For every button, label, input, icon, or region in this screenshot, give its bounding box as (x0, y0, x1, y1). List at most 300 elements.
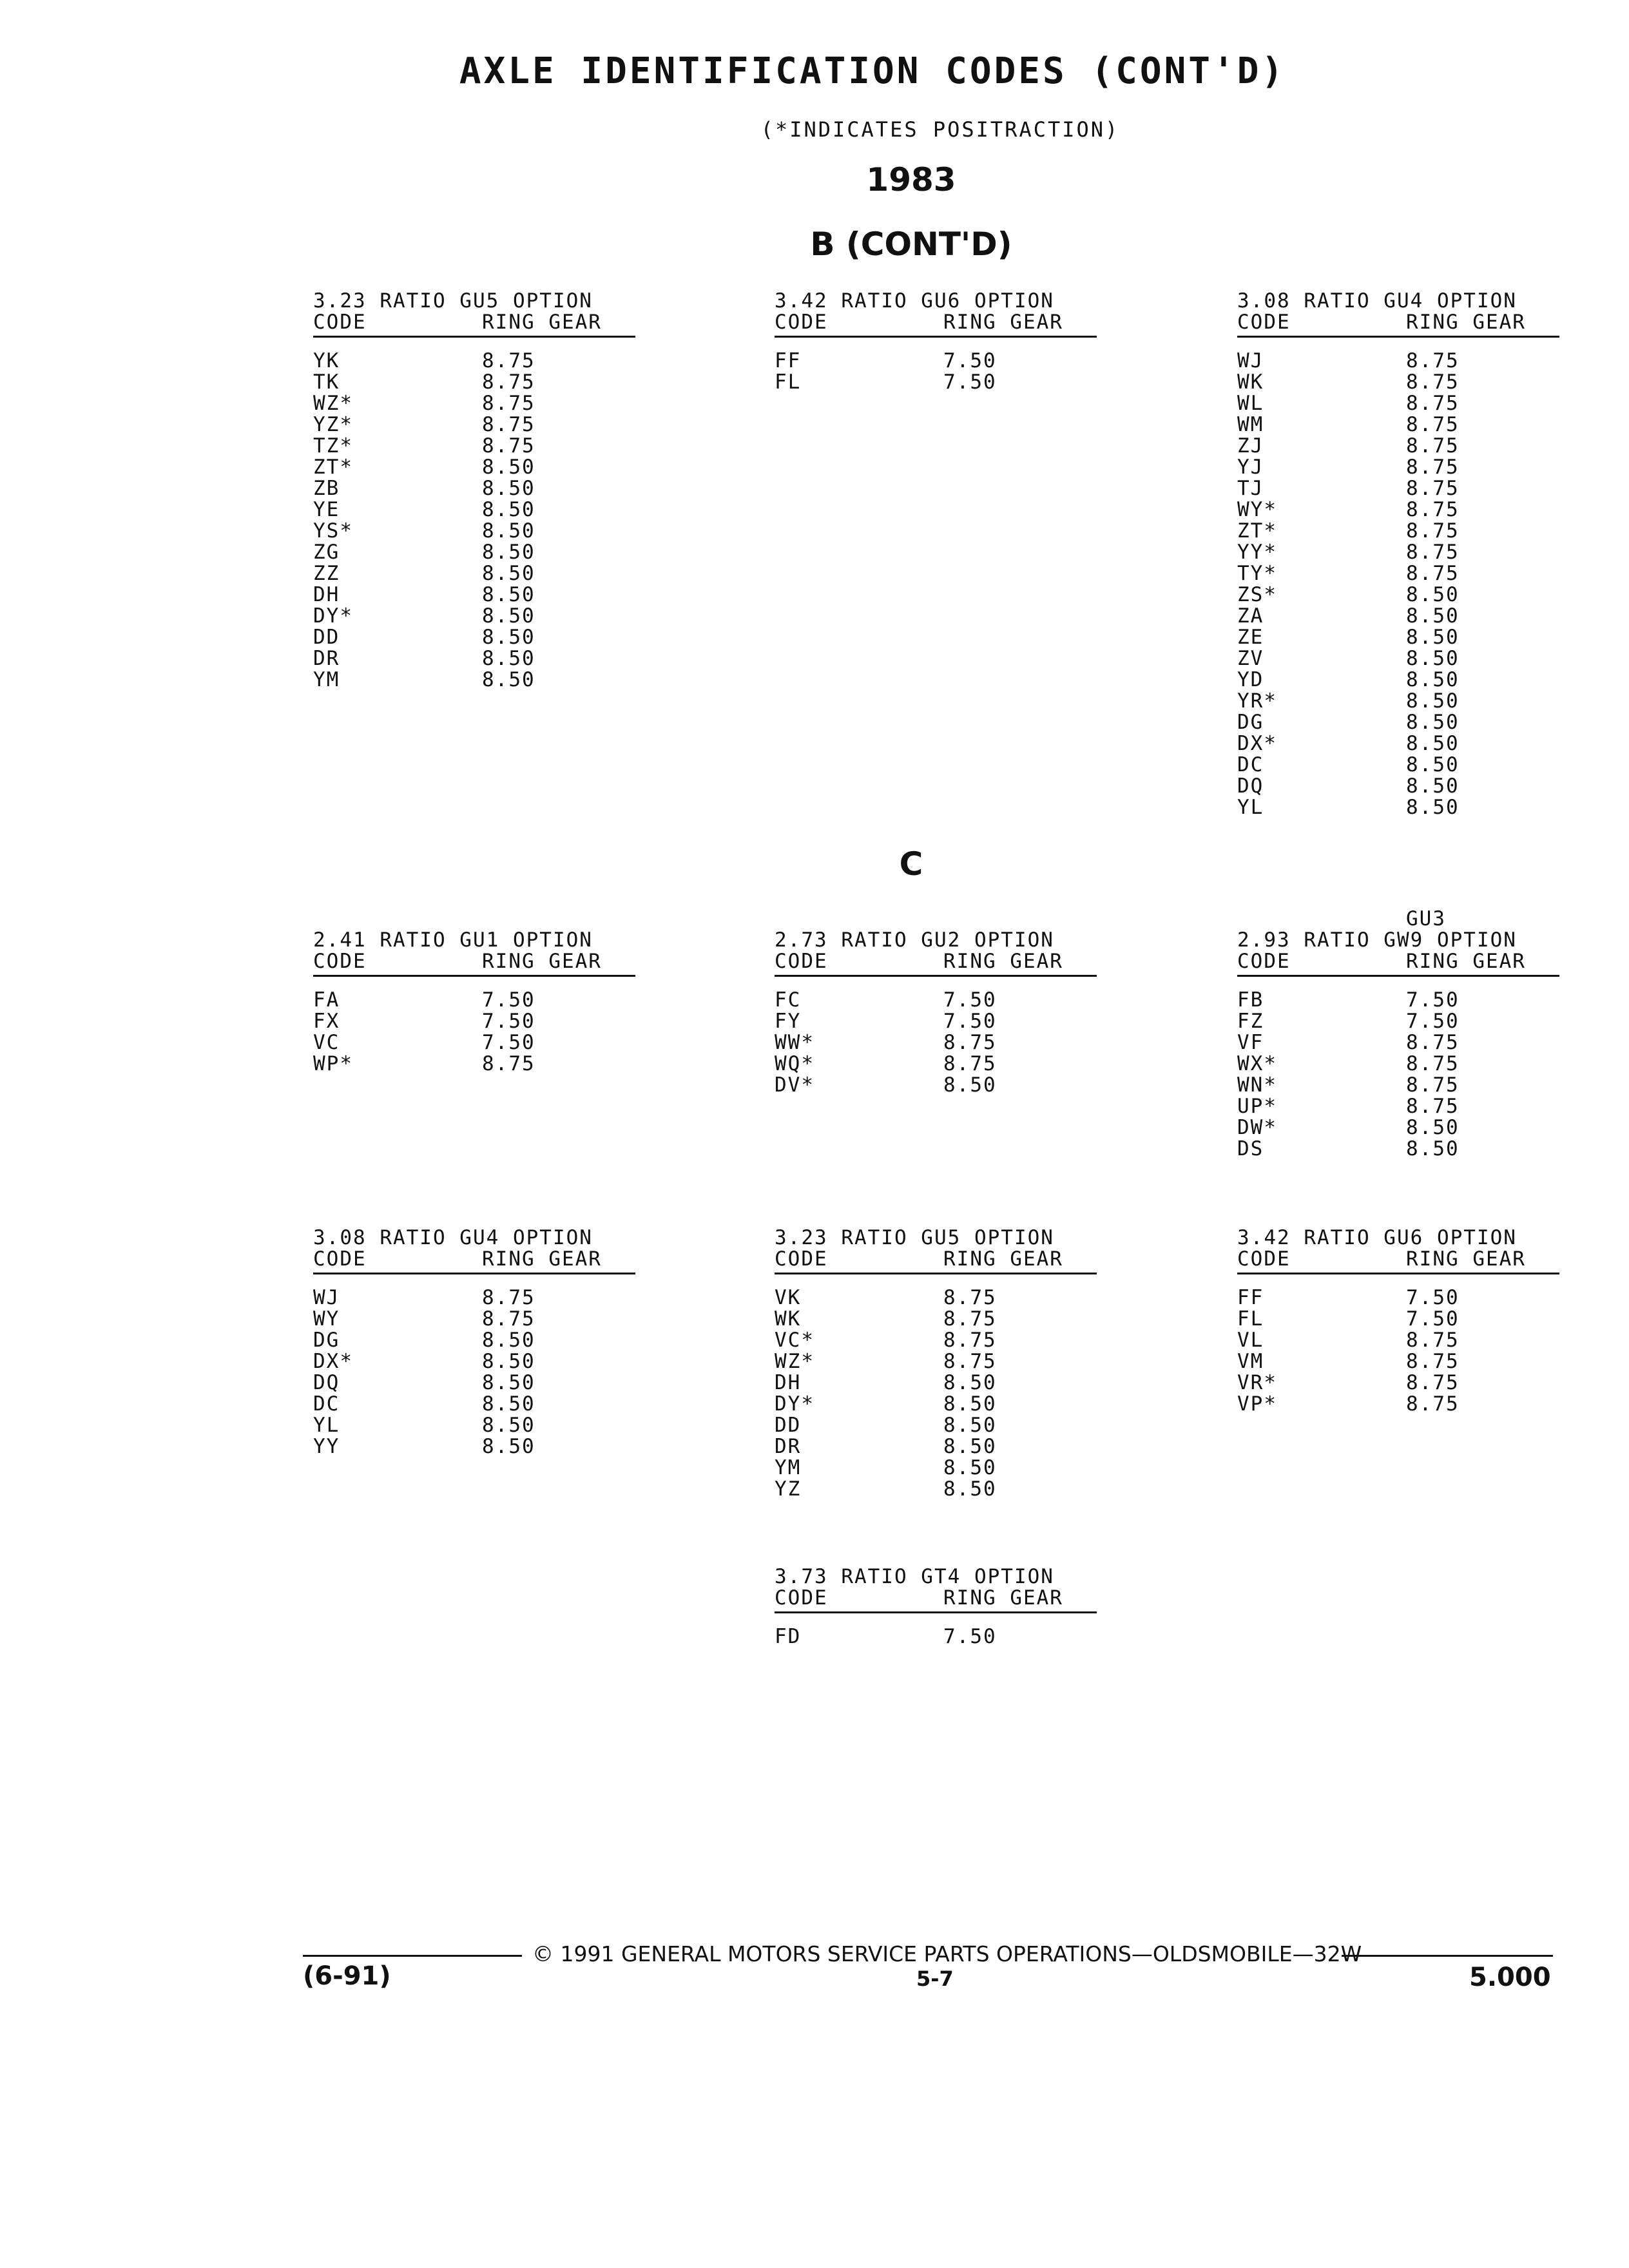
table-row (313, 372, 635, 393)
footer-rule-right (1342, 1955, 1553, 1957)
header-rule (775, 1611, 1097, 1613)
axle-code: VL (1237, 1329, 1264, 1352)
table-header: 3.42 RATIO GU6 OPTION (1237, 1226, 1517, 1249)
table-row (1237, 499, 1559, 521)
ring-gear-size: 8.75 (943, 1350, 997, 1373)
axle-code: DX* (313, 1350, 353, 1373)
footer-rule-left (303, 1955, 522, 1957)
ring-gear-size: 8.50 (1406, 668, 1460, 691)
ring-gear-size: 8.50 (1406, 732, 1460, 755)
ring-gear-size: 8.50 (482, 498, 535, 521)
axle-code: ZV (1237, 647, 1264, 670)
table-rows (313, 351, 635, 691)
ring-gear-size: 8.50 (1406, 604, 1460, 628)
axle-code: YL (1237, 796, 1264, 819)
table-row (313, 990, 635, 1011)
axle-code: WQ* (775, 1052, 815, 1075)
ring-gear-size: 8.75 (1406, 498, 1460, 521)
axle-code: FD (775, 1625, 802, 1648)
table-row (775, 1075, 1097, 1096)
ring-gear-size: 8.75 (1406, 1073, 1460, 1097)
ring-gear-size: 7.50 (482, 1010, 535, 1033)
table-row (775, 990, 1097, 1011)
ring-gear-size: 8.75 (482, 413, 535, 436)
axle-table (775, 930, 1097, 1096)
axle-code: YL (313, 1414, 340, 1437)
ring-gear-size: 8.50 (943, 1435, 997, 1458)
table-row (775, 1053, 1097, 1075)
axle-code: VP* (1237, 1392, 1277, 1416)
axle-code: WL (1237, 392, 1264, 415)
axle-code: DX* (1237, 732, 1277, 755)
table-row (1237, 414, 1559, 436)
ring-gear-size: 8.50 (1406, 583, 1460, 606)
ring-gear-size: 8.75 (943, 1307, 997, 1331)
table-rows (775, 990, 1097, 1096)
table-rows (1237, 990, 1559, 1160)
axle-code: YS* (313, 519, 353, 543)
table-row (1237, 393, 1559, 414)
axle-code: WY* (1237, 498, 1277, 521)
ring-gear-size: 7.50 (1406, 988, 1460, 1012)
axle-code: DW* (1237, 1116, 1277, 1139)
ring-gear-size: 8.50 (1406, 1116, 1460, 1139)
ring-gear-size: 7.50 (1406, 1307, 1460, 1331)
table-rows (775, 351, 1097, 393)
axle-code: YJ (1237, 456, 1264, 479)
ring-gear-size: 8.75 (1406, 1350, 1460, 1373)
axle-code: FB (1237, 988, 1264, 1012)
axle-code: FY (775, 1010, 802, 1033)
axle-code: DR (775, 1435, 802, 1458)
table-rows (1237, 351, 1559, 818)
axle-code: DQ (1237, 774, 1264, 798)
axle-code: WN* (1237, 1073, 1277, 1097)
ring-gear-size: 8.75 (482, 1052, 535, 1075)
footer-section-number: 5.000 (1469, 1963, 1551, 1992)
ring-gear-size: 8.75 (1406, 1031, 1460, 1054)
ring-gear-size: 8.50 (1406, 689, 1460, 713)
axle-code: DV* (775, 1073, 815, 1097)
section-heading-b: B (CONT'D) (810, 226, 1012, 263)
ring-gear-size: 8.75 (1406, 392, 1460, 415)
header-rule (1237, 336, 1559, 338)
ring-gear-size: 8.50 (1406, 626, 1460, 649)
ring-gear-size: 8.50 (482, 1435, 535, 1458)
ring-gear-size: 8.50 (1406, 796, 1460, 819)
table-row (1237, 1096, 1559, 1117)
axle-code: FA (313, 988, 340, 1012)
code-column-header: CODE (1237, 1247, 1291, 1271)
axle-code: DG (1237, 711, 1264, 734)
table-row (1237, 436, 1559, 457)
table-row (775, 1394, 1097, 1415)
axle-code: DD (775, 1414, 802, 1437)
table-row (1237, 1330, 1559, 1351)
axle-code: DC (1237, 753, 1264, 776)
table-row (313, 1011, 635, 1032)
ring-gear-column-header: RING GEAR (943, 1586, 1063, 1610)
table-row (313, 1436, 635, 1457)
ring-gear-size: 8.75 (1406, 477, 1460, 500)
ring-gear-size: 7.50 (1406, 1010, 1460, 1033)
axle-code: FL (1237, 1307, 1264, 1331)
code-column-header: CODE (313, 311, 367, 334)
axle-code: VR* (1237, 1371, 1277, 1394)
ring-gear-size: 8.50 (482, 668, 535, 691)
ring-gear-column-header: RING GEAR (1406, 1247, 1526, 1271)
table-row (313, 457, 635, 478)
ring-gear-size: 8.75 (1406, 349, 1460, 372)
year-heading: 1983 (866, 161, 956, 198)
axle-code: DH (775, 1371, 802, 1394)
page-subtitle: (*INDICATES POSITRACTION) (760, 117, 1120, 142)
axle-code: ZB (313, 477, 340, 500)
axle-table (1237, 907, 1559, 1160)
ring-gear-column-header: RING GEAR (1406, 311, 1526, 334)
table-row (313, 1032, 635, 1053)
ring-gear-size: 8.50 (482, 1371, 535, 1394)
ring-gear-size: 8.75 (943, 1329, 997, 1352)
header-rule (313, 975, 635, 977)
ring-gear-size: 8.50 (482, 456, 535, 479)
ring-gear-size: 7.50 (943, 988, 997, 1012)
ring-gear-column-header: RING GEAR (482, 950, 602, 973)
table-row (313, 542, 635, 563)
ring-gear-size: 7.50 (482, 988, 535, 1012)
axle-code: TY* (1237, 562, 1277, 585)
code-column-header: CODE (775, 311, 828, 334)
column-headers (1237, 312, 1559, 333)
header-rule (775, 1273, 1097, 1274)
alternate-option-code: GU3 (1406, 907, 1446, 930)
axle-code: ZG (313, 541, 340, 564)
table-row (1237, 542, 1559, 563)
ring-gear-size: 8.50 (482, 562, 535, 585)
table-row (775, 1032, 1097, 1053)
ring-gear-size: 8.75 (482, 392, 535, 415)
table-rows (313, 1287, 635, 1457)
ring-gear-size: 8.75 (1406, 541, 1460, 564)
table-row (1237, 1309, 1559, 1330)
table-row (313, 563, 635, 584)
table-row (1237, 478, 1559, 499)
table-row (1237, 457, 1559, 478)
footer-copyright: © 1991 GENERAL MOTORS SERVICE PARTS OPERATIONS—OLDSMOBILE—32W (532, 1941, 1362, 1966)
ring-gear-size: 7.50 (943, 370, 997, 394)
table-row (1237, 797, 1559, 818)
ring-gear-size: 8.50 (482, 541, 535, 564)
ring-gear-column-header: RING GEAR (482, 311, 602, 334)
column-headers (1237, 951, 1559, 972)
axle-code: WK (775, 1307, 802, 1331)
axle-code: DC (313, 1392, 340, 1416)
table-header: 3.23 RATIO GU5 OPTION (313, 289, 593, 312)
ring-gear-size: 8.50 (482, 626, 535, 649)
table-row (775, 1457, 1097, 1479)
ring-gear-size: 8.50 (482, 1414, 535, 1437)
table-row (1237, 351, 1559, 372)
ring-gear-column-header: RING GEAR (943, 311, 1063, 334)
axle-code: UP* (1237, 1095, 1277, 1118)
axle-table (1237, 1227, 1559, 1415)
axle-code: VM (1237, 1350, 1264, 1373)
header-rule (775, 336, 1097, 338)
header-rule (1237, 1273, 1559, 1274)
table-row (1237, 691, 1559, 712)
axle-code: DD (313, 626, 340, 649)
ring-gear-size: 8.50 (943, 1392, 997, 1416)
table-row (775, 1372, 1097, 1394)
axle-code: WM (1237, 413, 1264, 436)
header-rule (313, 336, 635, 338)
table-row (1237, 669, 1559, 691)
axle-code: YM (313, 668, 340, 691)
ring-gear-size: 8.50 (482, 583, 535, 606)
table-rows (775, 1287, 1097, 1500)
ring-gear-size: 8.75 (1406, 1095, 1460, 1118)
table-row (1237, 521, 1559, 542)
axle-table (1237, 291, 1559, 818)
axle-code: ZS* (1237, 583, 1277, 606)
table-header: 3.08 RATIO GU4 OPTION (1237, 289, 1517, 312)
ring-gear-size: 8.50 (1406, 711, 1460, 734)
axle-code: VC (313, 1031, 340, 1054)
table-row (1237, 1394, 1559, 1415)
table-row (1237, 1032, 1559, 1053)
table-row (1237, 990, 1559, 1011)
axle-table (313, 930, 635, 1075)
axle-code: ZA (1237, 604, 1264, 628)
axle-code: VK (775, 1286, 802, 1309)
ring-gear-size: 8.75 (943, 1052, 997, 1075)
table-header: 2.93 RATIO GW9 OPTION (1237, 928, 1517, 952)
ring-gear-column-header: RING GEAR (1406, 950, 1526, 973)
table-row (775, 1309, 1097, 1330)
axle-code: YR* (1237, 689, 1277, 713)
table-header: 3.73 RATIO GT4 OPTION (775, 1565, 1054, 1588)
ring-gear-size: 8.75 (1406, 456, 1460, 479)
ring-gear-size: 8.75 (1406, 413, 1460, 436)
column-headers (313, 1249, 635, 1270)
axle-code: FF (775, 349, 802, 372)
code-column-header: CODE (313, 1247, 367, 1271)
ring-gear-size: 8.50 (482, 647, 535, 670)
table-row (313, 1330, 635, 1351)
axle-code: FL (775, 370, 802, 394)
axle-code: YD (1237, 668, 1264, 691)
table-row (1237, 1117, 1559, 1139)
table-row (775, 1479, 1097, 1500)
axle-table (775, 291, 1097, 393)
ring-gear-size: 8.50 (1406, 774, 1460, 798)
table-row (775, 1287, 1097, 1309)
axle-code: WP* (313, 1052, 353, 1075)
axle-code: YY (313, 1435, 340, 1458)
table-row (1237, 1287, 1559, 1309)
table-row (313, 436, 635, 457)
code-column-header: CODE (313, 950, 367, 973)
column-headers (313, 951, 635, 972)
ring-gear-size: 8.50 (943, 1414, 997, 1437)
table-row (313, 606, 635, 627)
axle-code: YM (775, 1456, 802, 1479)
table-row (1237, 563, 1559, 584)
page-title: AXLE IDENTIFICATION CODES (CONT'D) (459, 50, 1286, 92)
table-row (313, 499, 635, 521)
ring-gear-size: 8.50 (1406, 753, 1460, 776)
table-row (1237, 606, 1559, 627)
ring-gear-size: 8.75 (482, 349, 535, 372)
axle-code: WJ (1237, 349, 1264, 372)
table-row (1237, 733, 1559, 754)
code-column-header: CODE (775, 1586, 828, 1610)
table-row (1237, 1351, 1559, 1372)
table-row (1237, 1139, 1559, 1160)
table-row (1237, 584, 1559, 606)
column-headers (775, 1588, 1097, 1609)
ring-gear-size: 8.75 (482, 1286, 535, 1309)
ring-gear-size: 8.75 (943, 1286, 997, 1309)
axle-table (313, 291, 635, 691)
ring-gear-size: 8.50 (482, 1392, 535, 1416)
ring-gear-size: 8.50 (943, 1456, 997, 1479)
ring-gear-size: 8.50 (1406, 647, 1460, 670)
table-row (313, 584, 635, 606)
ring-gear-size: 8.50 (1406, 1137, 1460, 1160)
table-rows (1237, 1287, 1559, 1415)
table-row (313, 1415, 635, 1436)
table-row (313, 1309, 635, 1330)
ring-gear-size: 8.75 (1406, 519, 1460, 543)
ring-gear-column-header: RING GEAR (943, 950, 1063, 973)
table-row (313, 1394, 635, 1415)
footer-revision-date: (6-91) (303, 1961, 391, 1991)
ring-gear-size: 7.50 (943, 349, 997, 372)
ring-gear-size: 8.75 (1406, 434, 1460, 457)
axle-table (775, 1566, 1097, 1648)
axle-code: FC (775, 988, 802, 1012)
table-row (1237, 776, 1559, 797)
ring-gear-size: 8.75 (1406, 1392, 1460, 1416)
ring-gear-column-header: RING GEAR (482, 1247, 602, 1271)
axle-code: YK (313, 349, 340, 372)
axle-code: WZ* (775, 1350, 815, 1373)
table-row (1237, 1372, 1559, 1394)
axle-code: FF (1237, 1286, 1264, 1309)
table-row (775, 1011, 1097, 1032)
axle-code: YY* (1237, 541, 1277, 564)
code-column-header: CODE (1237, 311, 1291, 334)
ring-gear-column-header: RING GEAR (943, 1247, 1063, 1271)
axle-code: WK (1237, 370, 1264, 394)
axle-code: DS (1237, 1137, 1264, 1160)
table-row (775, 372, 1097, 393)
ring-gear-size: 8.75 (1406, 1052, 1460, 1075)
table-header: 3.42 RATIO GU6 OPTION (775, 289, 1054, 312)
ring-gear-size: 8.75 (1406, 1371, 1460, 1394)
axle-code: WW* (775, 1031, 815, 1054)
axle-code: ZE (1237, 626, 1264, 649)
column-headers (775, 312, 1097, 333)
ring-gear-size: 8.50 (482, 604, 535, 628)
axle-code: DG (313, 1329, 340, 1352)
table-row (775, 351, 1097, 372)
table-rows (313, 990, 635, 1075)
table-row (775, 1436, 1097, 1457)
axle-code: YE (313, 498, 340, 521)
table-row (1237, 627, 1559, 648)
ring-gear-size: 8.75 (1406, 562, 1460, 585)
axle-code: DY* (775, 1392, 815, 1416)
header-rule (775, 975, 1097, 977)
column-headers (313, 312, 635, 333)
axle-code: DQ (313, 1371, 340, 1394)
ring-gear-size: 8.75 (943, 1031, 997, 1054)
ring-gear-size: 7.50 (943, 1010, 997, 1033)
table-header: 3.23 RATIO GU5 OPTION (775, 1226, 1054, 1249)
table-row (775, 1330, 1097, 1351)
column-headers (775, 951, 1097, 972)
table-row (775, 1351, 1097, 1372)
table-row (313, 1351, 635, 1372)
table-row (313, 1372, 635, 1394)
axle-code: VC* (775, 1329, 815, 1352)
axle-code: FZ (1237, 1010, 1264, 1033)
table-row (775, 1626, 1097, 1648)
table-row (1237, 754, 1559, 776)
axle-code: ZT* (313, 456, 353, 479)
axle-code: TJ (1237, 477, 1264, 500)
table-row (1237, 712, 1559, 733)
ring-gear-size: 8.50 (482, 477, 535, 500)
ring-gear-size: 8.50 (943, 1371, 997, 1394)
axle-code: TK (313, 370, 340, 394)
axle-code: DR (313, 647, 340, 670)
table-row (313, 521, 635, 542)
table-row (313, 393, 635, 414)
ring-gear-size: 7.50 (943, 1625, 997, 1648)
ring-gear-size: 8.75 (482, 370, 535, 394)
code-column-header: CODE (775, 1247, 828, 1271)
axle-code: FX (313, 1010, 340, 1033)
table-header: 3.08 RATIO GU4 OPTION (313, 1226, 593, 1249)
ring-gear-size: 8.75 (1406, 370, 1460, 394)
table-row (313, 414, 635, 436)
table-row (775, 1415, 1097, 1436)
footer-page-number: 5-7 (916, 1966, 954, 1991)
ring-gear-size: 8.50 (482, 1329, 535, 1352)
table-row (1237, 1075, 1559, 1096)
table-row (313, 1287, 635, 1309)
ring-gear-size: 8.50 (943, 1073, 997, 1097)
table-row (313, 648, 635, 669)
axle-code: TZ* (313, 434, 353, 457)
axle-code: WJ (313, 1286, 340, 1309)
ring-gear-size: 8.75 (482, 1307, 535, 1331)
ring-gear-size: 7.50 (482, 1031, 535, 1054)
axle-code: ZZ (313, 562, 340, 585)
ring-gear-size: 8.50 (482, 1350, 535, 1373)
table-row (313, 669, 635, 691)
table-row (1237, 1011, 1559, 1032)
section-heading-c: C (899, 845, 923, 883)
ring-gear-size: 8.75 (482, 434, 535, 457)
code-column-header: CODE (775, 950, 828, 973)
table-rows (775, 1626, 1097, 1648)
axle-code: WY (313, 1307, 340, 1331)
ring-gear-size: 8.75 (1406, 1329, 1460, 1352)
